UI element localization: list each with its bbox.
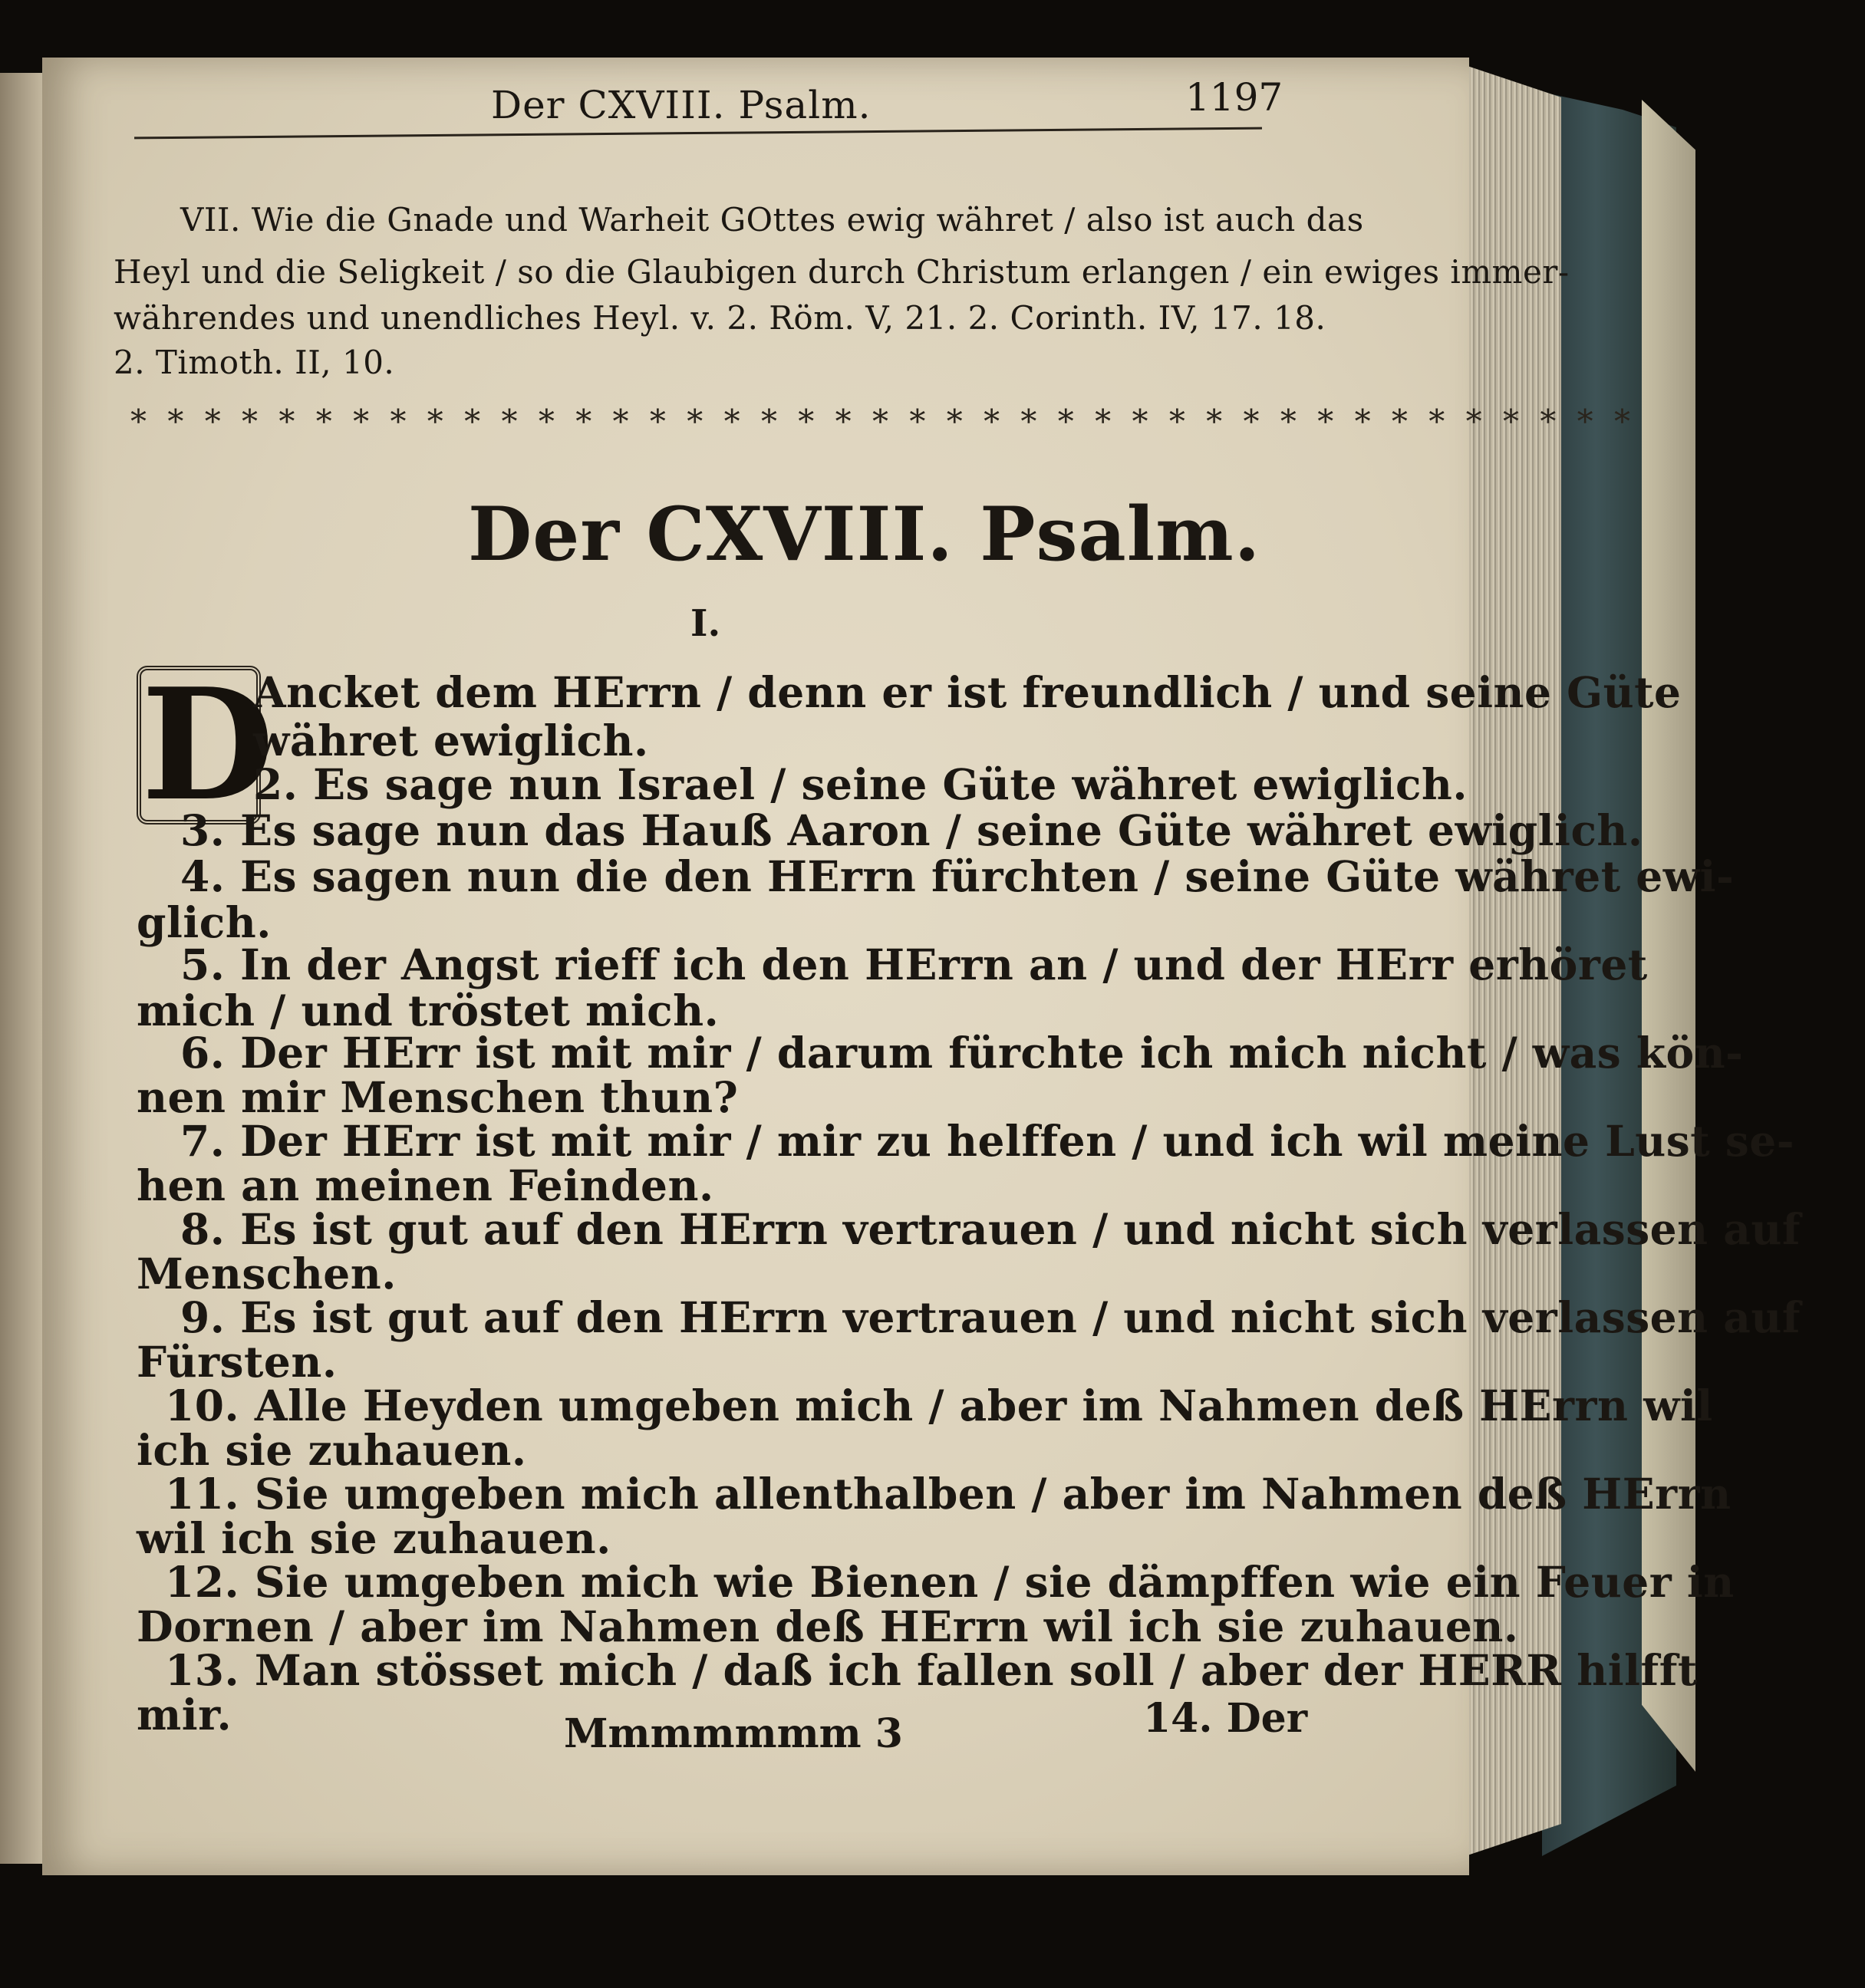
verse-line: 8. Es ist gut auf den HErrn vertrauen / und nicht sich verlassen auf	[180, 1204, 1801, 1254]
summary-line: VII. Wie die Gnade und Warheit GOttes ewig währet / also ist auch das	[180, 201, 1364, 239]
summary-line: Heyl und die Seligkeit / so die Glaubigen durch Christum erlangen / ein ewiges immer-	[114, 253, 1570, 291]
section-number: I.	[690, 602, 721, 645]
verse-line: 2. Es sage nun Israel / seine Güte währet ewiglich.	[253, 759, 1468, 809]
verse-line: 10. Alle Heyden umgeben mich / aber im Nahmen deß HErrn wil	[165, 1381, 1713, 1430]
verse-line: ich sie zuhauen.	[137, 1425, 527, 1475]
running-head: Der CXVIII. Psalm.	[491, 83, 872, 127]
verse-line: wil ich sie zuhauen.	[137, 1513, 611, 1563]
catchword: 14. Der	[1143, 1695, 1308, 1742]
verse-line: nen mir Menschen thun?	[137, 1072, 739, 1122]
psalm-title: Der CXVIII. Psalm.	[468, 491, 1261, 578]
summary-line: 2. Timoth. II, 10.	[114, 344, 395, 381]
verse-line: hen an meinen Feinden.	[137, 1160, 714, 1210]
verse-line: 4. Es sagen nun die den HErrn fürchten / seine Güte währet ewi-	[180, 851, 1735, 901]
verse-line: 3. Es sage nun das Hauß Aaron / seine Güte währet ewiglich.	[180, 805, 1643, 855]
verse-line: 9. Es ist gut auf den HErrn vertrauen / und nicht sich verlassen auf	[180, 1292, 1801, 1342]
signature-mark: Mmmmmmm 3	[564, 1710, 903, 1757]
summary-line: währendes und unendliches Heyl. v. 2. Röm. V, 21. 2. Corinth. IV, 17. 18.	[114, 299, 1326, 337]
verse-line: 7. Der HErr ist mit mir / mir zu helffen / und ich wil meine Lust se-	[180, 1116, 1795, 1166]
verse-line: 12. Sie umgeben mich wie Bienen / sie dämpffen wie ein Feuer in	[165, 1557, 1735, 1607]
verse-line: Ancket dem HErrn / denn er ist freundlich / und seine Güte	[253, 667, 1682, 717]
page-number: 1197	[1185, 75, 1283, 120]
cover-board	[1642, 100, 1695, 1772]
verse-line: Fürsten.	[137, 1337, 338, 1387]
ornament-row: * * * * * * * * * * * * * * * * * * * * * * * * * * * * * * * * * * * * * * * * *	[130, 403, 1636, 440]
verse-line: 6. Der HErr ist mit mir / darum fürchte ich mich nicht / was kön-	[180, 1028, 1744, 1078]
verse-line: mich / und tröstet mich.	[137, 986, 720, 1035]
verse-line: mir.	[137, 1690, 232, 1740]
verse-line: glich.	[137, 897, 272, 947]
verse-line: währet ewiglich.	[253, 716, 649, 765]
verse-line: 13. Man stösset mich / daß ich fallen soll / aber der HERR hilfft	[165, 1645, 1698, 1695]
dropcap-initial: D	[137, 666, 261, 824]
verse-line: Menschen.	[137, 1249, 397, 1298]
verse-line: Dornen / aber im Nahmen deß HErrn wil ich sie zuhauen.	[137, 1601, 1519, 1651]
verse-line: 11. Sie umgeben mich allenthalben / aber im Nahmen deß HErrn	[165, 1469, 1732, 1519]
verse-line: 5. In der Angst rieff ich den HErrn an / und der HErr erhöret	[180, 940, 1648, 989]
